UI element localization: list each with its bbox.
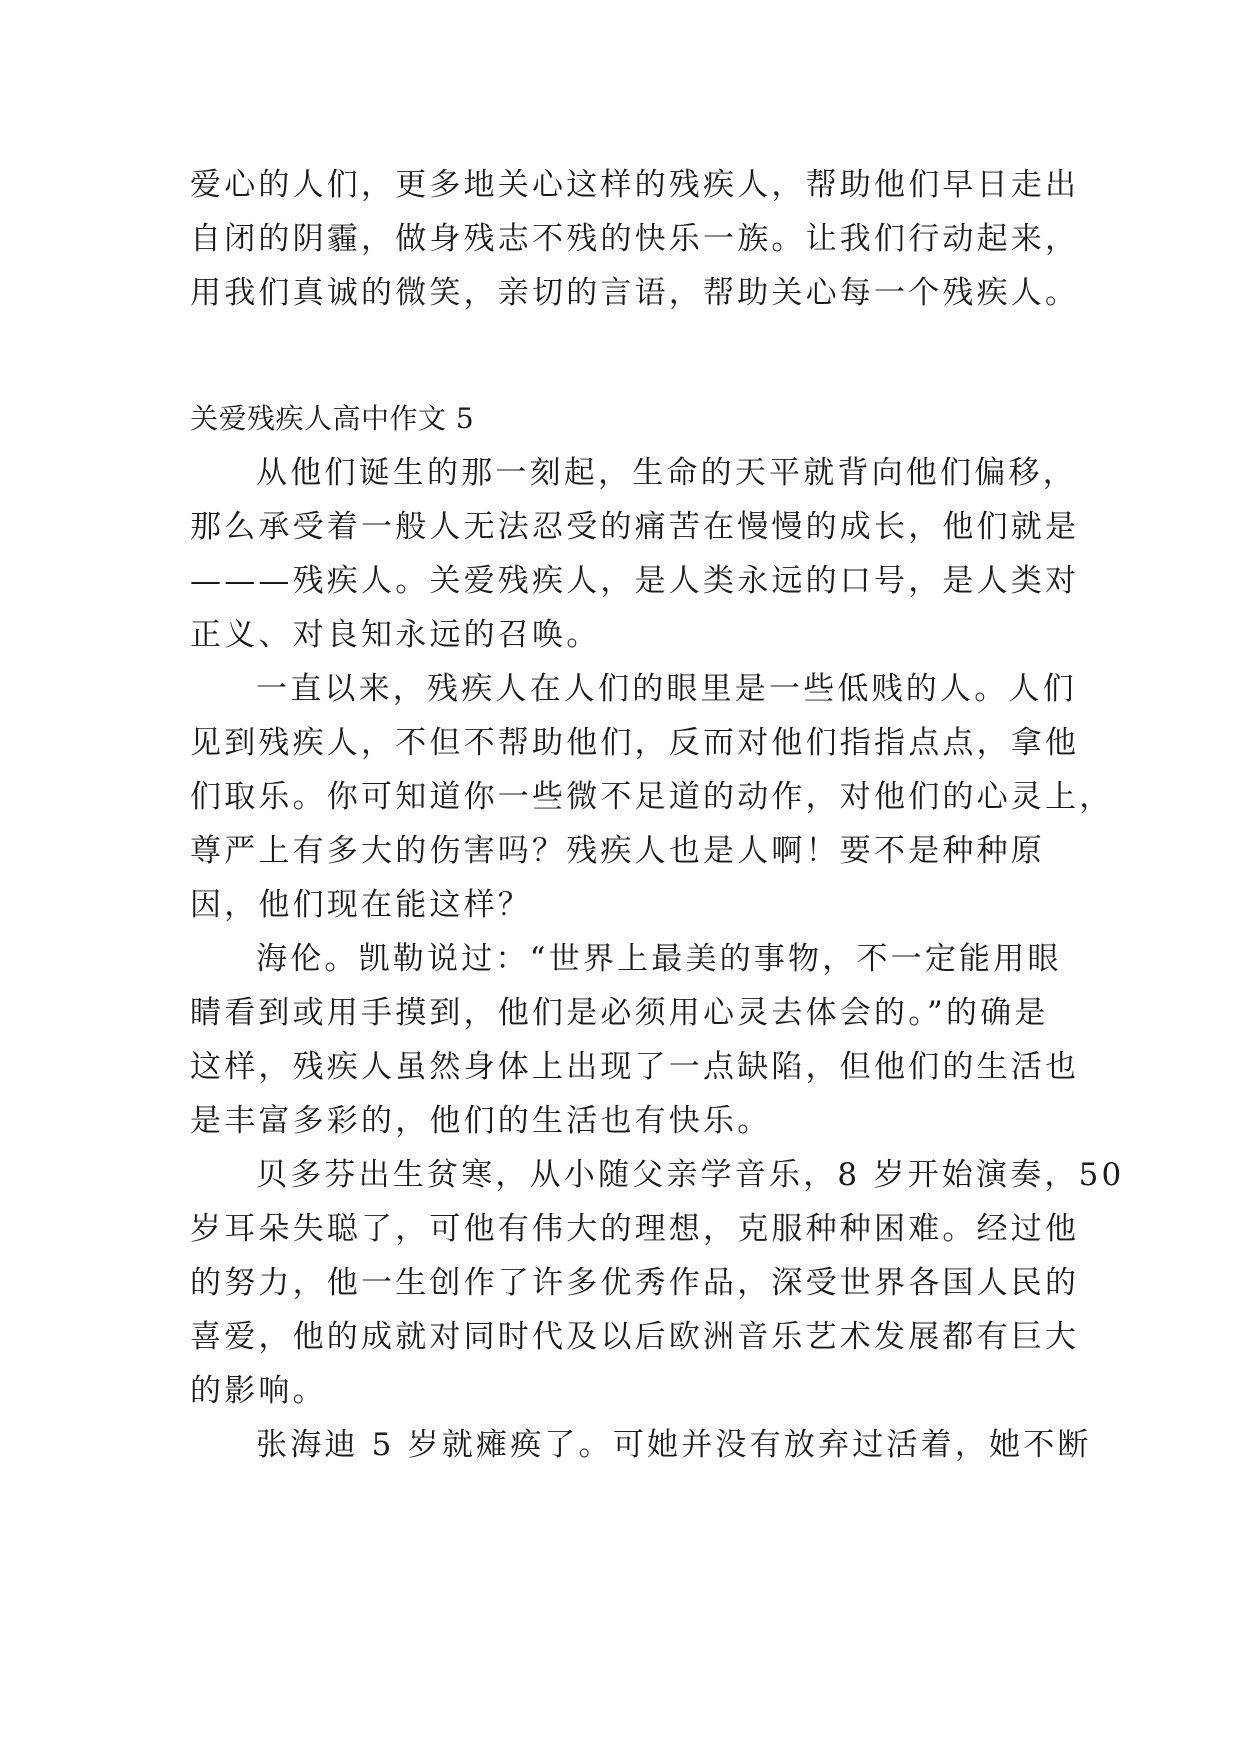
paragraph <box>190 446 1080 662</box>
text-line: 因，他们现在能这样？ <box>190 887 532 923</box>
text-line: 爱心的人们，更多地关心这样的残疾人，帮助他们早日走出 <box>190 167 1080 203</box>
section-heading: 关爱残疾人高中作文 5 <box>190 402 475 435</box>
text-line: 从他们诞生的那一刻起，生命的天平就背向他们偏移， <box>256 455 1077 491</box>
text-line: 的努力，他一生创作了许多优秀作品，深受世界各国人民的 <box>190 1265 1080 1301</box>
text-line: 的影响。 <box>190 1373 327 1409</box>
text-line: 那么承受着一般人无法忍受的痛苦在慢慢的成长，他们就是 <box>190 509 1080 545</box>
text-line: 岁耳朵失聪了，可他有伟大的理想，克服种种困难。经过他 <box>190 1211 1080 1247</box>
text-line: 们取乐。你可知道你一些微不足道的动作，对他们的心灵上， <box>190 779 1114 815</box>
text-line: 海伦。凯勒说过：“世界上最美的事物，不一定能用眼 <box>256 941 1062 977</box>
text-line: 自闭的阴霾，做身残志不残的快乐一族。让我们行动起来， <box>190 221 1080 257</box>
text-line: 尊严上有多大的伤害吗？残疾人也是人啊！要不是种种原 <box>190 833 1045 869</box>
text-line: 喜爱，他的成就对同时代及以后欧洲音乐艺术发展都有巨大 <box>190 1319 1080 1355</box>
text-line: 是丰富多彩的，他们的生活也有快乐。 <box>190 1103 772 1139</box>
text-line: 正义、对良知永远的召唤。 <box>190 617 601 653</box>
paragraph-gap <box>190 320 1052 392</box>
continued-paragraph <box>190 158 1080 320</box>
text-line: 用我们真诚的微笑，亲切的言语，帮助关心每一个残疾人。 <box>190 275 1080 311</box>
text-line: 睛看到或用手摸到，他们是必须用心灵去体会的。”的确是 <box>190 995 1049 1031</box>
paragraph <box>190 1418 1092 1472</box>
document-body <box>190 158 1125 1472</box>
text-line: ———残疾人。关爱残疾人，是人类永远的口号，是人类对 <box>190 563 1080 599</box>
text-line: 一直以来，残疾人在人们的眼里是一些低贱的人。人们 <box>256 671 1077 707</box>
text-line: 这样，残疾人虽然身体上出现了一点缺陷，但他们的生活也 <box>190 1049 1080 1085</box>
text-line: 见到残疾人，不但不帮助他们，反而对他们指指点点，拿他 <box>190 725 1080 761</box>
text-line: 张海迪 5 岁就瘫痪了。可她并没有放弃过活着，她不断 <box>256 1427 1092 1463</box>
paragraph <box>190 1148 1125 1418</box>
paragraph <box>190 662 1114 932</box>
paragraph <box>190 932 1080 1148</box>
text-line: 贝多芬出生贫寒，从小随父亲学音乐，8 岁开始演奏，50 <box>256 1157 1125 1193</box>
